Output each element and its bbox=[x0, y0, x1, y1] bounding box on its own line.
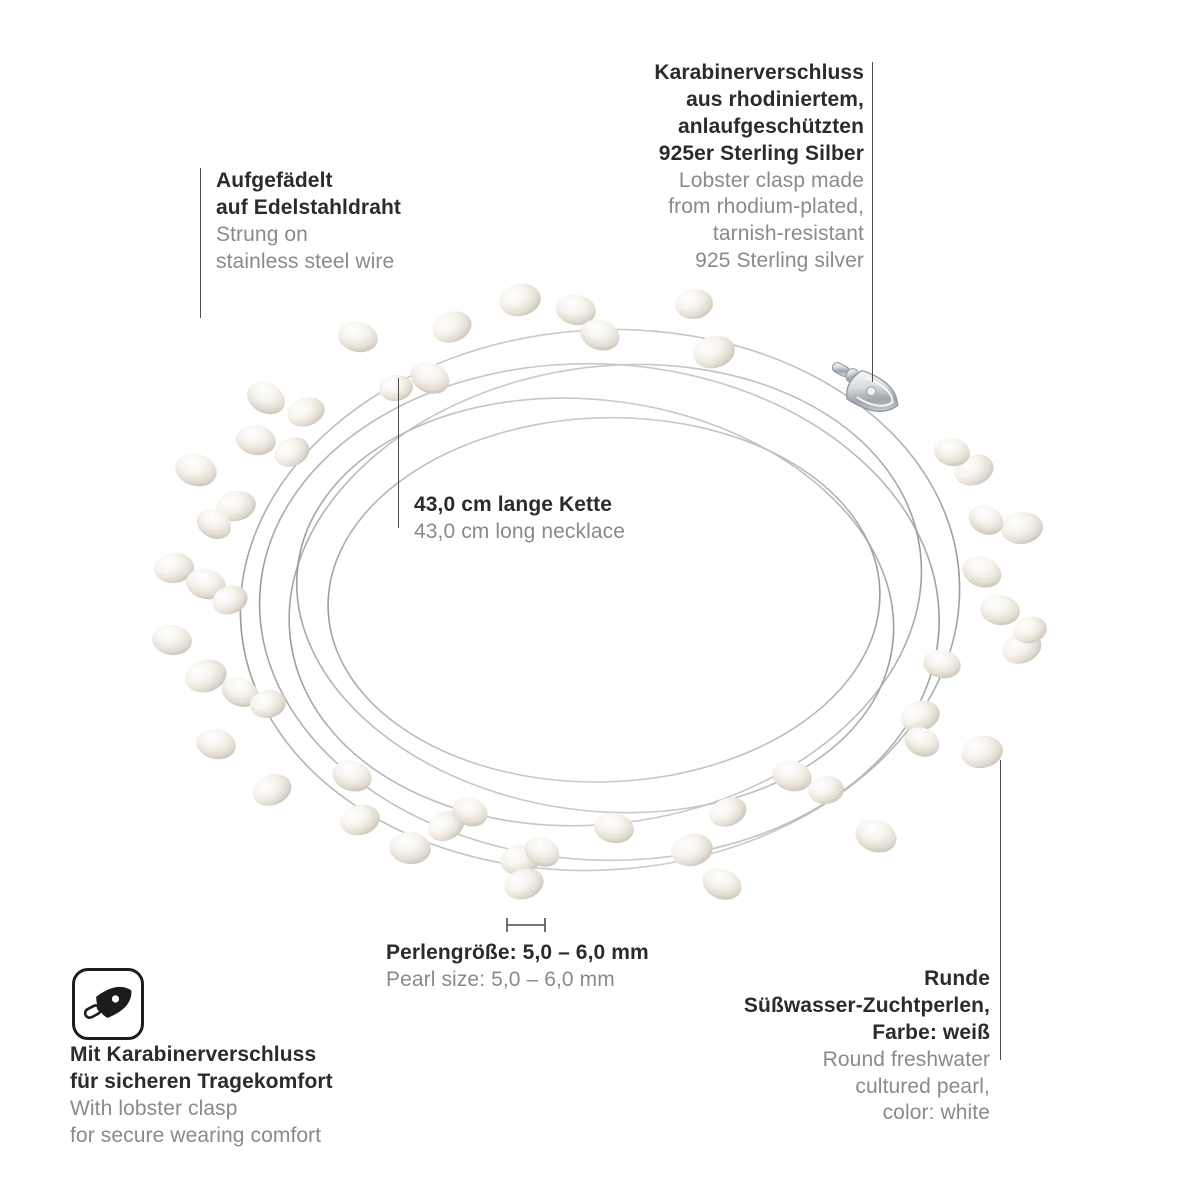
callout-pearl-type-de-3: Farbe: weiß bbox=[872, 1020, 990, 1044]
callout-pearl-type bbox=[690, 966, 990, 1127]
lobster-clasp-icon bbox=[72, 968, 144, 1040]
callout-clasp bbox=[560, 60, 864, 275]
leader-wire-vertical bbox=[200, 168, 201, 318]
callout-clasp-de-3: anlaufgeschützten bbox=[677, 114, 864, 138]
callout-pearl-type-en-1: Round freshwater bbox=[822, 1047, 990, 1071]
callout-clasp-en-4: 925 Sterling silver bbox=[695, 249, 864, 273]
callout-pearl-type-de-1: Runde bbox=[924, 967, 990, 990]
callout-clasp-en-3: tarnish-resistant bbox=[712, 222, 864, 246]
callout-pearl-type-de-2: Süßwasser-Zuchtperlen, bbox=[743, 993, 990, 1017]
callout-comfort-en-2: for secure wearing comfort bbox=[70, 1123, 322, 1147]
leader-clasp-vertical bbox=[872, 62, 873, 382]
callout-clasp-en-1: Lobster clasp made bbox=[678, 168, 864, 192]
callout-length-en-1: 43,0 cm long necklace bbox=[414, 519, 626, 543]
callout-comfort-de-1: Mit Karabinerverschluss bbox=[70, 1043, 317, 1066]
leader-pearltype-vertical bbox=[1000, 760, 1001, 1060]
callout-clasp-en-2: from rhodium-plated, bbox=[668, 195, 864, 219]
callout-wire bbox=[216, 168, 516, 276]
callout-wire-de-2: auf Edelstahldraht bbox=[216, 195, 401, 219]
callout-length bbox=[414, 492, 744, 546]
lobster-clasp bbox=[822, 356, 905, 422]
pearl-size-measure bbox=[506, 918, 546, 932]
leader-length-vertical bbox=[398, 378, 399, 528]
callout-pearl-size-de-1: Perlengröße: 5,0 – 6,0 mm bbox=[386, 941, 649, 964]
callout-comfort-en-1: With lobster clasp bbox=[70, 1096, 238, 1120]
callout-wire-en-2: stainless steel wire bbox=[216, 249, 395, 273]
callout-clasp-de-2: aus rhodiniertem, bbox=[686, 87, 864, 111]
callout-clasp-de-1: Karabinerverschluss bbox=[654, 61, 864, 84]
callout-clasp-de-4: 925er Sterling Silber bbox=[658, 141, 864, 165]
callout-comfort-de-2: für sicheren Tragekomfort bbox=[70, 1069, 333, 1093]
callout-pearl-type-en-2: cultured pearl, bbox=[855, 1074, 990, 1098]
callout-pearl-size-en-1: Pearl size: 5,0 – 6,0 mm bbox=[386, 967, 615, 991]
callout-pearl-type-en-3: color: white bbox=[882, 1101, 990, 1125]
callout-comfort bbox=[70, 1042, 410, 1150]
callout-wire-en-1: Strung on bbox=[216, 222, 308, 246]
callout-length-de-1: 43,0 cm lange Kette bbox=[414, 493, 612, 516]
callout-wire-de-1: Aufgefädelt bbox=[216, 169, 333, 192]
